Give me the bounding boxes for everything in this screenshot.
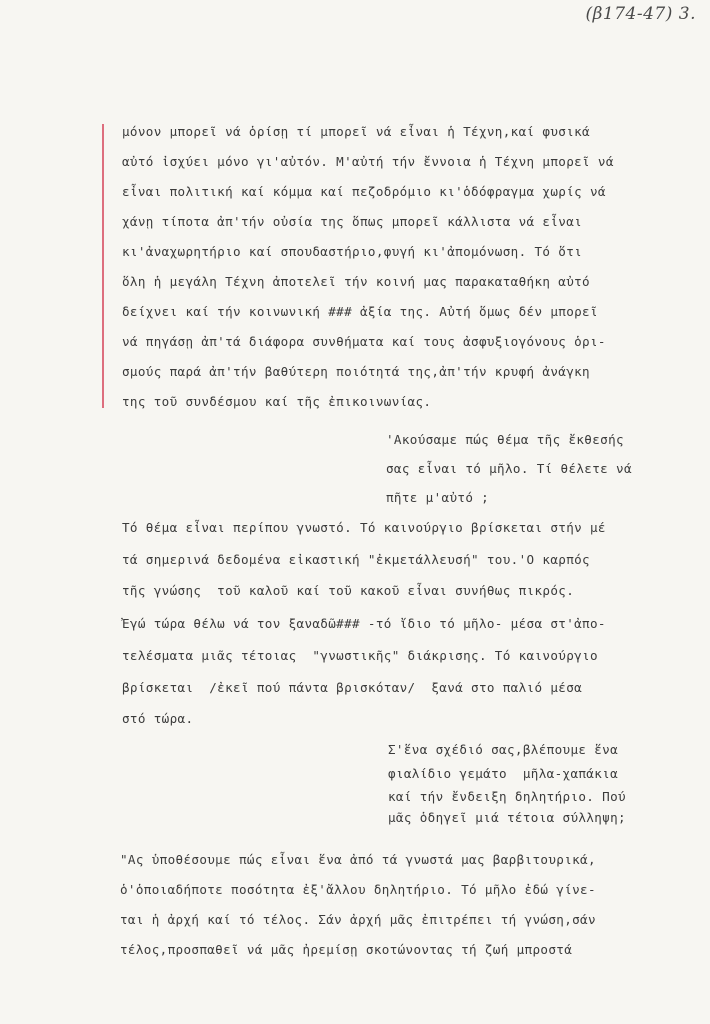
text-line: δείχνει καί τήν κοινωνική ### ἀξία της. Αὐτή ὅμως δέν μπορεῖ <box>122 304 598 319</box>
text-line: ὅλη ἡ μεγάλη Τέχνη ἀποτελεῖ τήν κοινή μας παρακαταθήκη αὐτό <box>122 274 590 289</box>
question-line: πῆτε μ'αὐτό ; <box>386 490 490 505</box>
text-line: εἶναι πολιτική καί κόμμα καί πεζοδρόμιο κι'ὁδόφραγμα χωρίς νά <box>122 184 606 199</box>
question-line: καί τήν ἔνδειξη δηλητήριο. Πού <box>388 789 626 804</box>
text-line: τελέσματα μιᾶς τέτοιας "γνωστικῆς" διάκρισης. Τό καινούργιο <box>122 648 598 663</box>
text-line: μόνον μπορεῖ νά ὁρίσῃ τί μπορεῖ νά εἶναι ἡ Τέχνη,καί φυσικά <box>122 124 590 139</box>
text-line: στό τώρα. <box>122 711 194 726</box>
text-line: ὁ'ὁποιαδήποτε ποσότητα ἐξ'ἄλλου δηλητήριο. Τό μῆλο ἐδώ γίνε- <box>120 882 596 897</box>
text-line: αὐτό ἰσχύει μόνο γι'αὐτόν. Μ'αὐτή τήν ἔννοια ἡ Τέχνη μπορεῖ νά <box>122 154 614 169</box>
text-line: τά σημερινά δεδομένα εἰκαστική "ἐκμετάλλευσή" του.'Ο καρπός <box>122 552 590 567</box>
text-line: "Ας ὑποθέσουμε πώς εἶναι ἕνα ἀπό τά γνωστά μας βαρβιτουρικά, <box>120 852 596 867</box>
text-line: Ἐγώ τώρα θέλω νά τον ξαναδῶ### -τό ἴδιο τό μῆλο- μέσα στ'ἀπο- <box>122 616 606 631</box>
text-line: χάνῃ τίποτα ἀπ'τήν οὐσία της ὅπως μπορεῖ κάλλιστα νά εἶναι <box>122 214 583 229</box>
question-line: 'Ακούσαμε πώς θέμα τῆς ἔκθεσής <box>386 432 624 447</box>
text-line: της τοῦ συνδέσμου καί τῆς ἐπικοινωνίας. <box>122 394 432 409</box>
text-line: νά πηγάσῃ ἀπ'τά διάφορα συνθήματα καί τους ἀσφυξιογόνους ὁρι- <box>122 334 606 349</box>
text-line: σμούς παρά ἀπ'τήν βαθύτερη ποιότητά της,ἀπ'τήν κρυφή ἀνάγκη <box>122 364 590 379</box>
question-line: φιαλίδιο γεμάτο μῆλα-χαπάκια <box>388 766 619 781</box>
question-line: μᾶς ὁδηγεῖ μιά τέτοια σύλληψη; <box>388 810 626 825</box>
text-line: Τό θέμα εἶναι περίπου γνωστό. Τό καινούργιο βρίσκεται στήν μέ <box>122 520 606 535</box>
handwritten-annotation: (β174-47) 3. <box>585 4 696 24</box>
red-margin-line <box>102 124 104 408</box>
text-line: ται ἡ ἀρχή καί τό τέλος. Σάν ἀρχή μᾶς ἐπιτρέπει τή γνώση,σάν <box>120 912 596 927</box>
question-line: σας εἶναι τό μῆλο. Τί θέλετε νά <box>386 461 632 476</box>
text-line: βρίσκεται /ἐκεῖ πού πάντα βρισκόταν/ ξανά στο παλιό μέσα <box>122 680 583 695</box>
question-line: Σ'ἕνα σχέδιό σας,βλέπουμε ἕνα <box>388 742 619 757</box>
text-line: τέλος,προσπαθεῖ νά μᾶς ἠρεμίσῃ σκοτώνοντας τή ζωή μπροστά <box>120 942 573 957</box>
text-line: τῆς γνώσης τοῦ καλοῦ καί τοῦ κακοῦ εἶναι συνήθως πικρός. <box>122 583 575 598</box>
text-line: κι'ἀναχωρητήριο καί σπουδαστήριο,φυγή κι'ἀπομόνωση. Τό ὅτι <box>122 244 583 259</box>
